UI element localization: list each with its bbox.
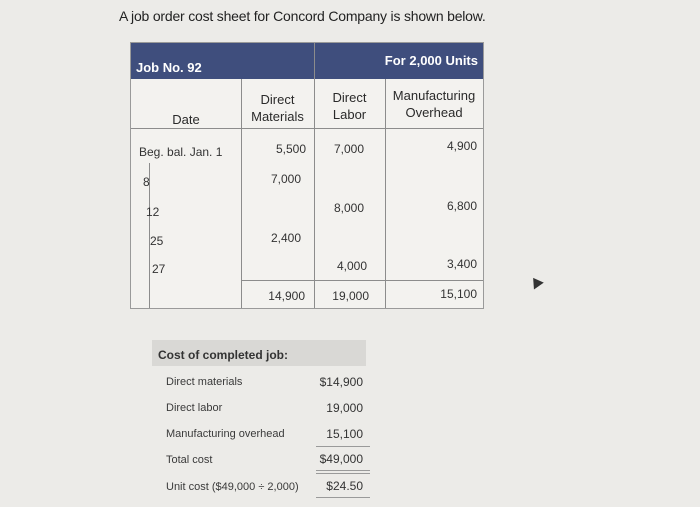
row-moh: 4,900 [446, 139, 477, 153]
total-moh: 15,100 [440, 287, 477, 301]
totals-line [241, 280, 483, 281]
row-dm: 7,000 [270, 172, 301, 186]
row-date: 8 [143, 175, 150, 189]
job-number: Job No. 92 [136, 60, 202, 75]
cost-completed-header [152, 340, 366, 366]
col-head-date: Date [172, 112, 200, 127]
row-date: Beg. bal. Jan. 1 [139, 145, 223, 159]
cost-label: Direct labor [166, 402, 223, 414]
cost-amount: $14,900 [319, 375, 363, 389]
col-head-dm: Direct Materials [251, 92, 304, 124]
row-dm: 5,500 [275, 142, 306, 156]
subtotal-underline [316, 446, 370, 447]
col-head-moh: Manufacturing Overhead [392, 88, 476, 120]
cost-amount: $24.50 [326, 479, 363, 493]
row-dl: 7,000 [333, 142, 364, 156]
row-date: 25 [150, 234, 164, 248]
cost-amount: 19,000 [326, 401, 363, 415]
row-dl: 4,000 [336, 259, 367, 273]
cost-completed-title: Cost of completed job: [158, 348, 288, 362]
row-date: 12 [146, 205, 160, 219]
row-dm: 2,400 [270, 231, 301, 245]
cost-label: Total cost [166, 454, 213, 466]
total-underline [316, 470, 370, 471]
cost-amount: $49,000 [319, 452, 363, 466]
col-head-dl: Direct Labor [332, 90, 367, 122]
header-bottom-line [131, 128, 483, 129]
cost-label: Unit cost ($49,000 ÷ 2,000) [166, 481, 299, 493]
total-dl: 19,000 [332, 289, 369, 303]
job-cost-sheet [130, 42, 484, 309]
units-label: For 2,000 Units [384, 53, 478, 68]
cost-amount: 15,100 [326, 427, 363, 441]
cost-label: Manufacturing overhead [166, 428, 285, 440]
unit-cost-underline [316, 497, 370, 498]
mouse-cursor-icon [528, 274, 544, 289]
total-double-underline [316, 473, 370, 474]
intro-text: A job order cost sheet for Concord Company is shown below. [119, 8, 486, 24]
row-moh: 3,400 [446, 257, 477, 271]
cost-label: Direct materials [166, 376, 243, 388]
row-moh: 6,800 [446, 199, 477, 213]
sheet-header-band [131, 43, 483, 79]
row-date: 27 [152, 262, 166, 276]
total-dm: 14,900 [268, 289, 305, 303]
row-dl: 8,000 [333, 201, 364, 215]
